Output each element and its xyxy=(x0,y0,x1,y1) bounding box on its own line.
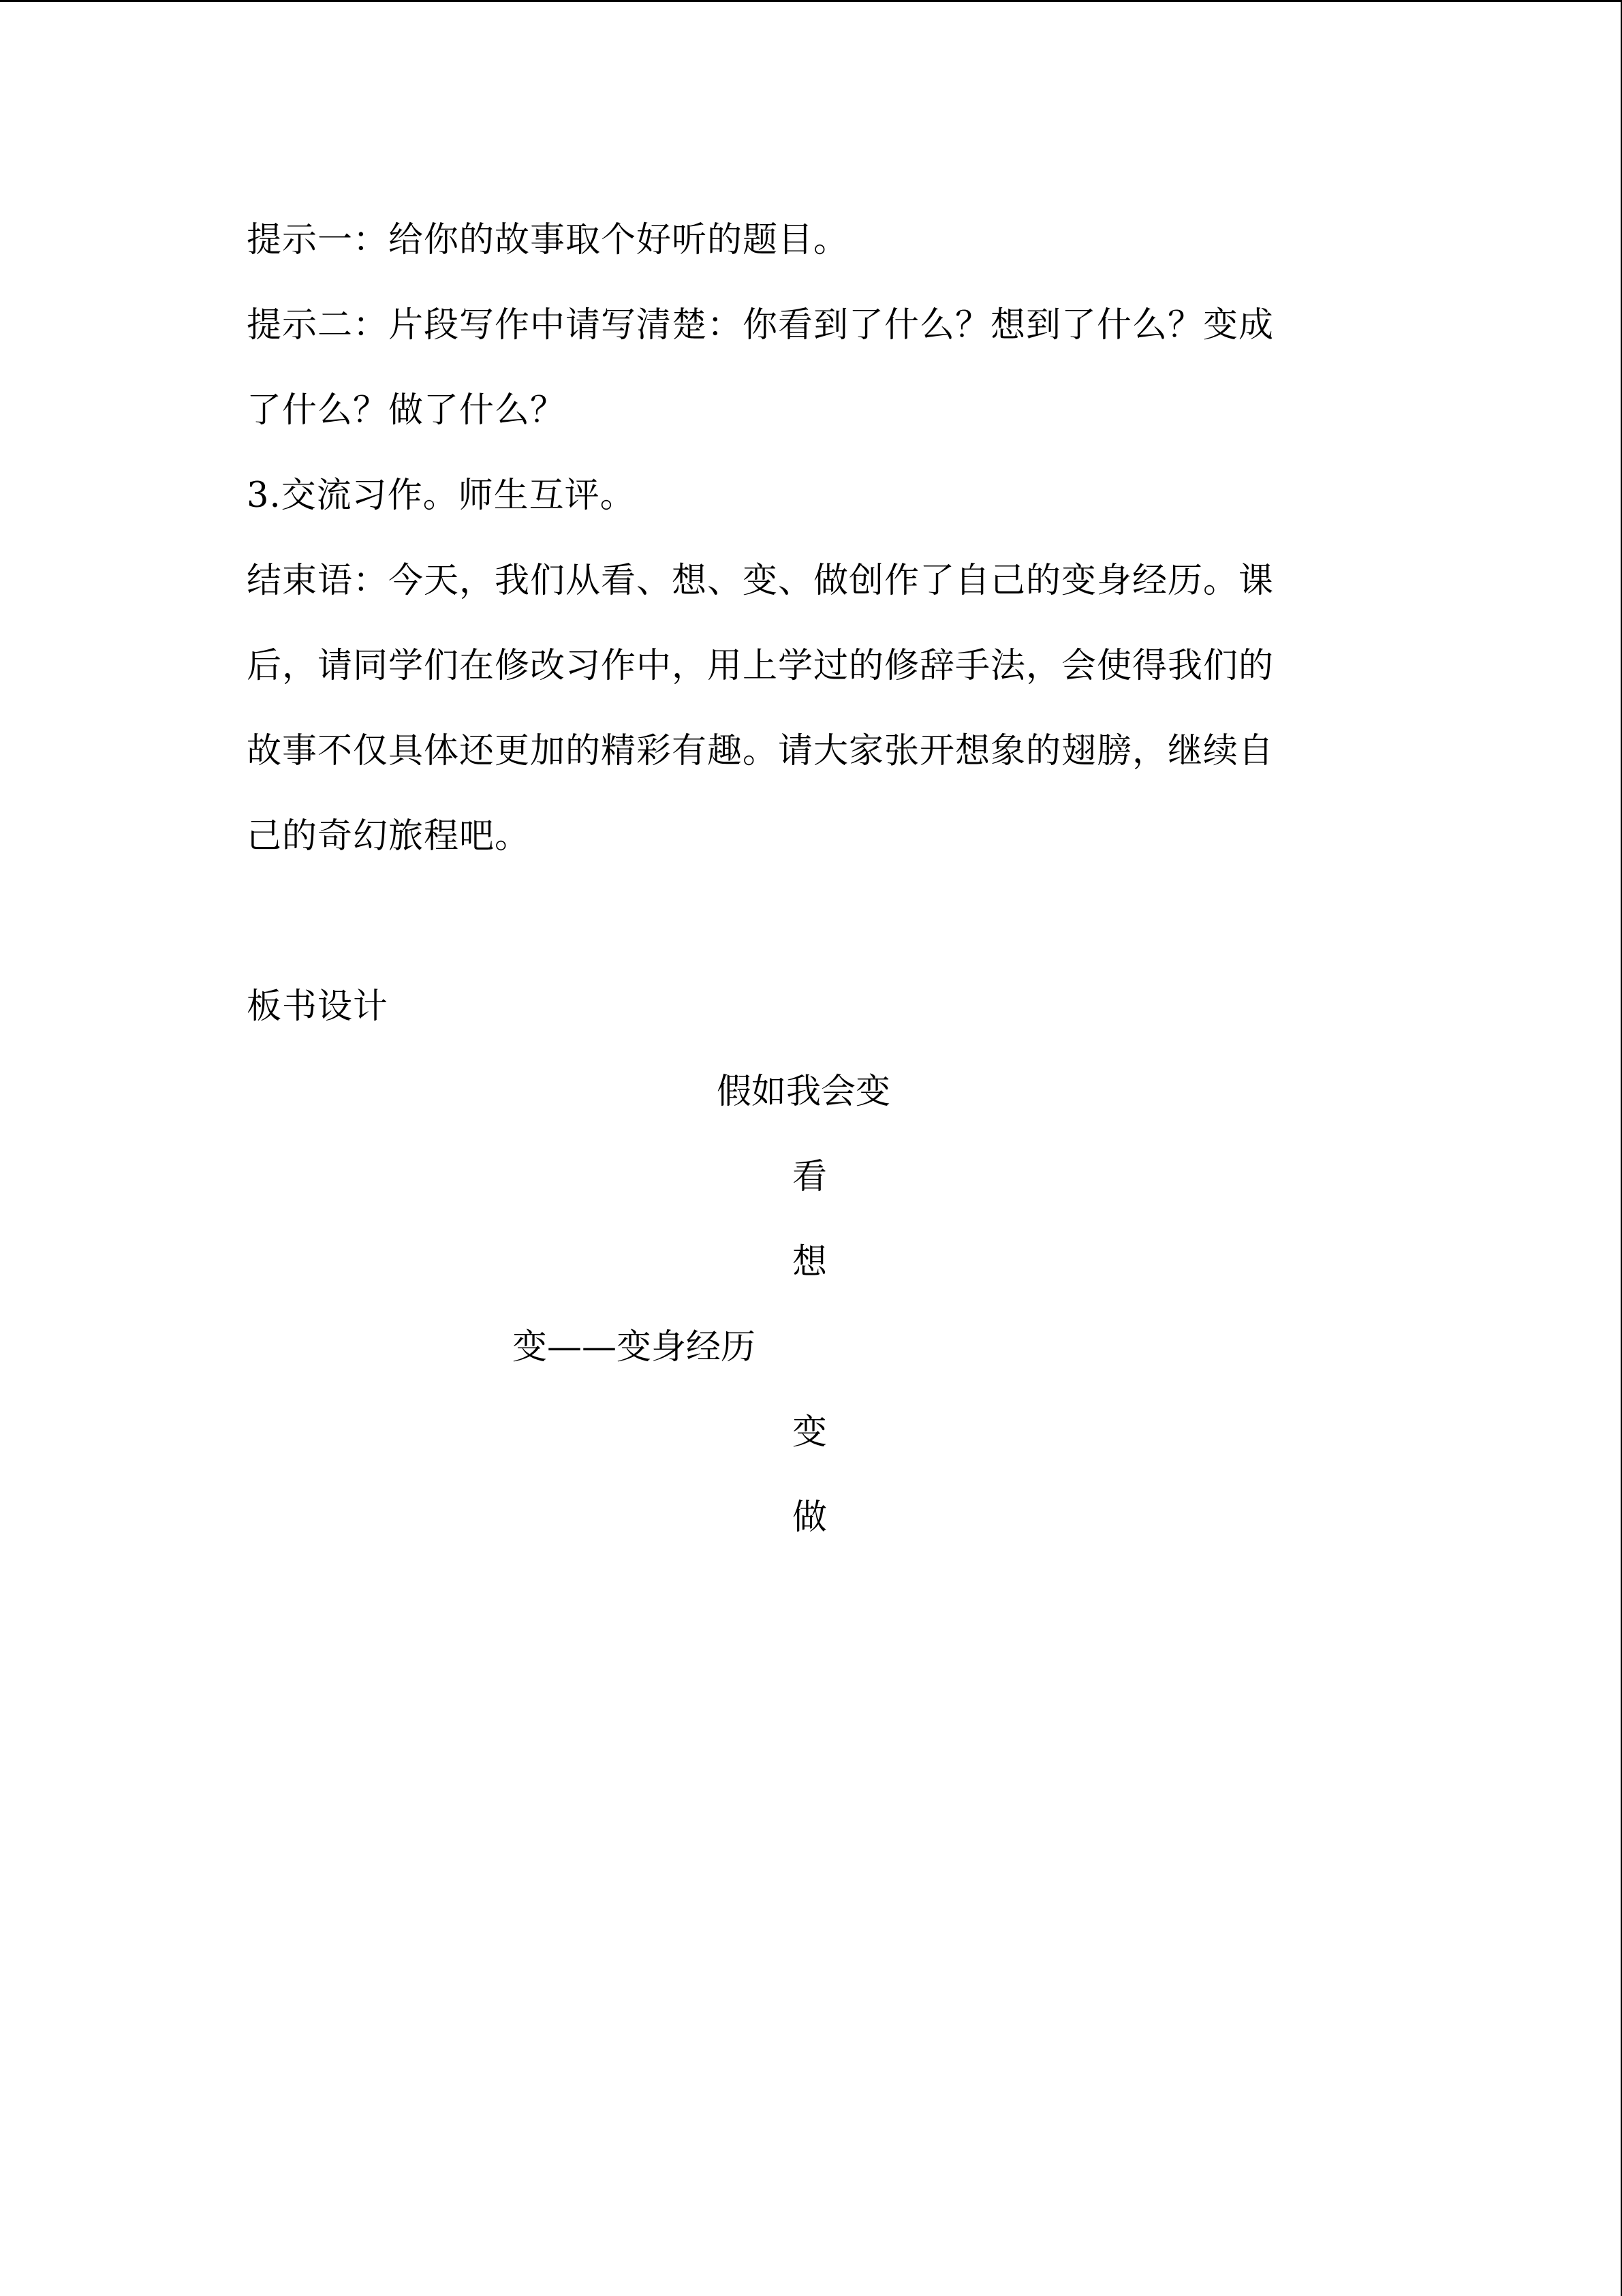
board-step-think: 想 xyxy=(792,1242,828,1282)
paragraph-closing-1: 结束语：今天，我们从看、想、变、做创作了自己的变身经历。课 xyxy=(247,561,1275,601)
board-step-do: 做 xyxy=(792,1498,828,1538)
board-step-change: 变 xyxy=(792,1412,828,1453)
paragraph-hint-one: 提示一：给你的故事取个好听的题目。 xyxy=(247,220,849,260)
board-step-look: 看 xyxy=(792,1157,828,1197)
paragraph-exchange: 3.交流习作。师生互评。 xyxy=(247,476,636,516)
board-title: 假如我会变 xyxy=(717,1072,891,1112)
paragraph-hint-two: 提示二：片段写作中请写清楚：你看到了什么？想到了什么？变成 xyxy=(247,305,1275,345)
paragraph-hint-two-cont: 了什么？做了什么？ xyxy=(247,390,566,431)
board-branch: 变——变身经历 xyxy=(512,1327,756,1367)
paragraph-closing-2: 后，请同学们在修改习作中，用上学过的修辞手法，会使得我们的 xyxy=(247,646,1275,686)
paragraph-closing-3: 故事不仅具体还更加的精彩有趣。请大家张开想象的翅膀，继续自 xyxy=(247,731,1275,771)
paragraph-closing-4: 己的奇幻旅程吧。 xyxy=(247,816,531,856)
board-heading: 板书设计 xyxy=(247,987,389,1027)
